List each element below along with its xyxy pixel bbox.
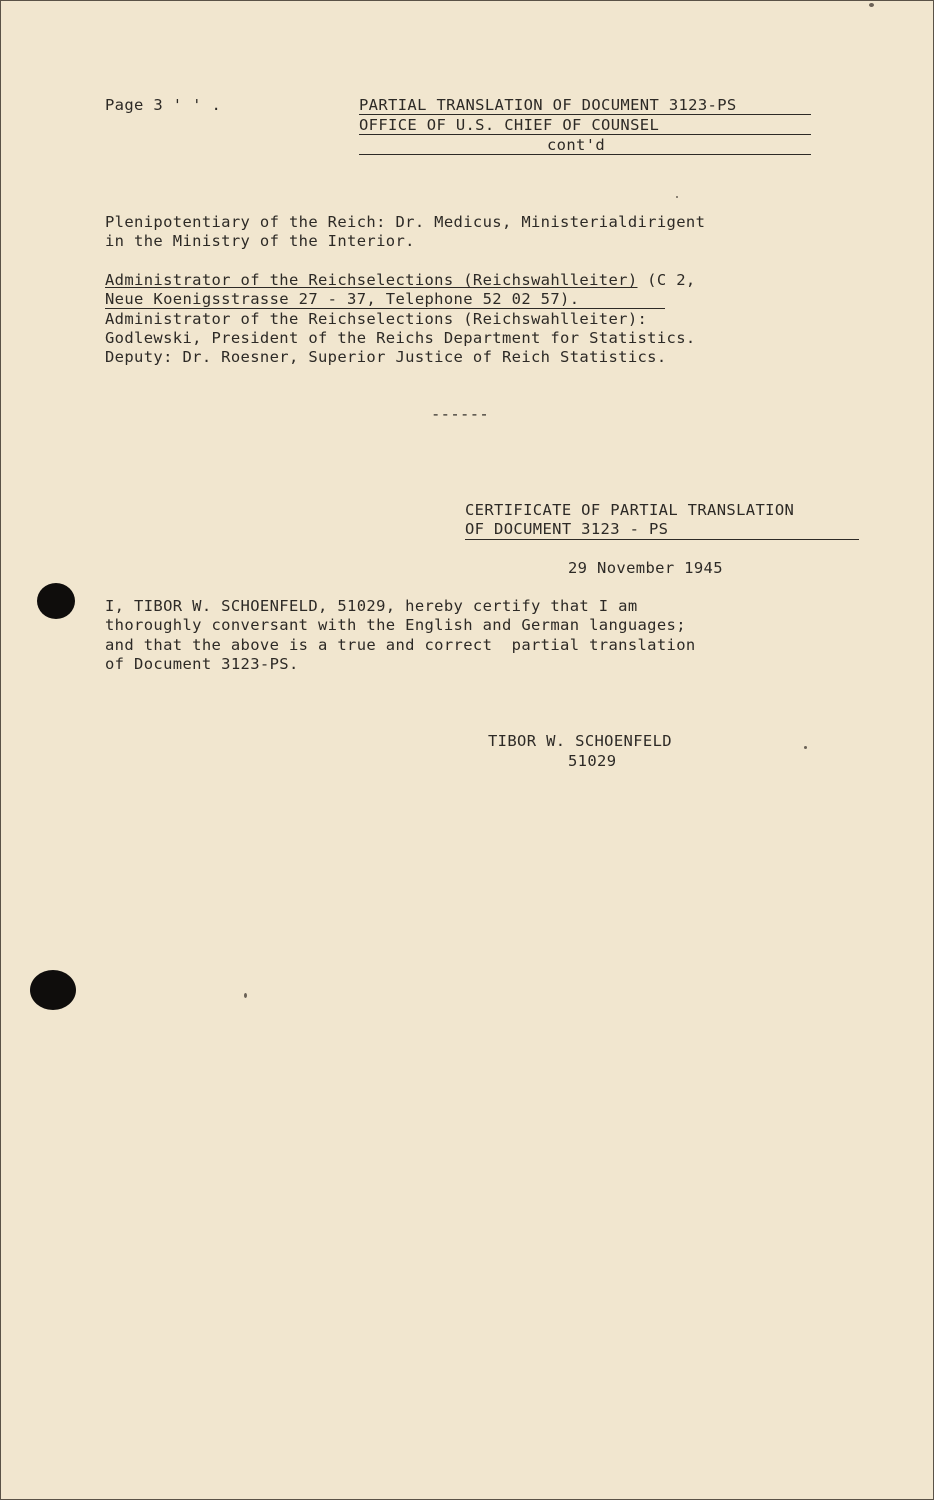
paragraph-plenipotentiary-line1: Plenipotentiary of the Reich: Dr. Medicus, Ministerialdirigent bbox=[105, 213, 706, 231]
punch-hole-lower bbox=[30, 970, 76, 1010]
header-underline-2 bbox=[359, 134, 811, 135]
paragraph-plenipotentiary-line2: in the Ministry of the Interior. bbox=[105, 232, 415, 250]
paper-speck bbox=[869, 3, 874, 7]
certificate-title-line1: CERTIFICATE OF PARTIAL TRANSLATION bbox=[465, 501, 795, 519]
translator-name: TIBOR W. SCHOENFELD bbox=[488, 732, 672, 750]
certificate-underline bbox=[465, 539, 859, 540]
certificate-statement-line3: and that the above is a true and correct partial translation bbox=[105, 636, 696, 654]
certificate-date: 29 November 1945 bbox=[568, 559, 723, 577]
paper-speck bbox=[676, 196, 678, 198]
paragraph-administrator-line5: Deputy: Dr. Roesner, Superior Justice of Reich Statistics. bbox=[105, 348, 667, 366]
paragraph-administrator-line4: Godlewski, President of the Reichs Department for Statistics. bbox=[105, 329, 696, 347]
header-title-line1: PARTIAL TRANSLATION OF DOCUMENT 3123-PS bbox=[359, 96, 737, 114]
address-underline bbox=[105, 308, 665, 309]
header-title-line2: OFFICE OF U.S. CHIEF OF COUNSEL bbox=[359, 116, 660, 134]
certificate-statement-line1: I, TIBOR W. SCHOENFELD, 51029, hereby certify that I am bbox=[105, 597, 638, 615]
paragraph-administrator-line2: Neue Koenigsstrasse 27 - 37, Telephone 52 02 57). bbox=[105, 290, 580, 308]
paper-speck bbox=[244, 993, 247, 998]
page-number: Page 3 ' ' . bbox=[105, 96, 222, 114]
paragraph-administrator-line1 bbox=[105, 271, 696, 291]
administrator-heading-tail: (C 2, bbox=[637, 271, 696, 289]
certificate-title-line2: OF DOCUMENT 3123 - PS bbox=[465, 520, 669, 538]
header-underline-3 bbox=[359, 154, 811, 155]
punch-hole-upper bbox=[37, 583, 75, 619]
header-contd: cont'd bbox=[547, 136, 606, 154]
certificate-statement-line2: thoroughly conversant with the English and German languages; bbox=[105, 616, 686, 634]
paragraph-administrator-line3: Administrator of the Reichselections (Reichswahlleiter): bbox=[105, 310, 648, 328]
administrator-heading: Administrator of the Reichselections (Reichswahlleiter) bbox=[105, 271, 638, 289]
certificate-statement-line4: of Document 3123-PS. bbox=[105, 655, 299, 673]
section-separator: ------ bbox=[431, 405, 490, 423]
header-underline-1 bbox=[359, 114, 811, 115]
paper-speck bbox=[804, 746, 807, 749]
translator-number: 51029 bbox=[568, 752, 617, 770]
